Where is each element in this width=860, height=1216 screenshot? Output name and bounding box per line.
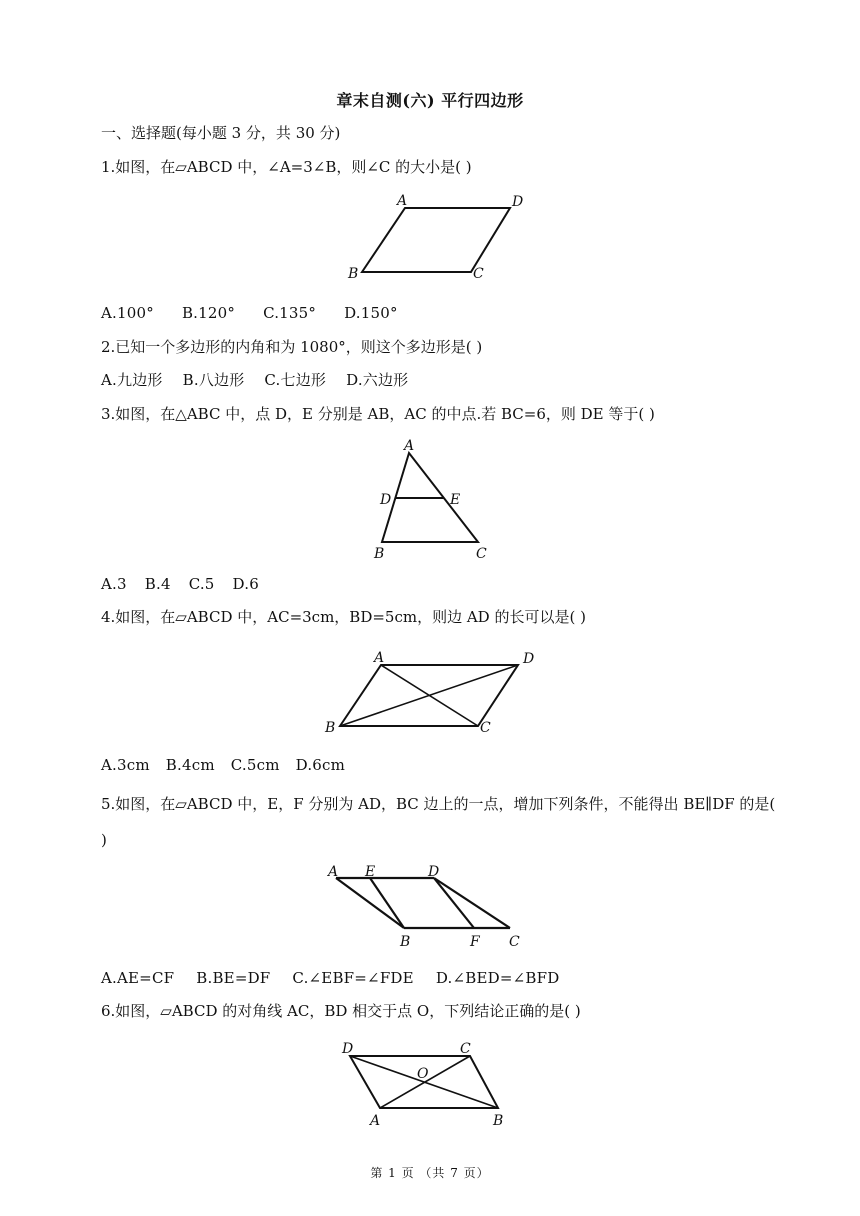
question-2-options: [101, 369, 428, 391]
option-a: A.3cm: [101, 756, 150, 774]
label-c: C: [476, 546, 487, 562]
question-5-figure: [322, 860, 532, 952]
label-b: B: [493, 1113, 504, 1129]
label-a: A: [397, 193, 408, 209]
option-a: A.3: [101, 575, 127, 593]
label-d: D: [342, 1041, 354, 1057]
label-b: B: [374, 546, 385, 562]
question-1-stem: 1.如图，在▱ABCD 中，∠A=3∠B，则∠C 的大小是( ): [101, 158, 472, 176]
question-2-stem: 2.已知一个多边形的内角和为 1080°，则这个多边形是( ): [101, 338, 483, 356]
option-b: B.120°: [181, 304, 236, 322]
page-footer: 第 1 页 （共 7 页）: [370, 1166, 490, 1180]
label-b: B: [325, 720, 336, 736]
label-e: E: [450, 492, 461, 508]
question-4-options: [101, 754, 365, 776]
label-b: B: [348, 266, 359, 282]
label-c: C: [480, 720, 491, 736]
label-b: B: [400, 934, 411, 950]
label-o: O: [417, 1066, 429, 1082]
question-1-figure: [340, 190, 540, 285]
label-a: A: [374, 650, 385, 666]
option-d: D.6cm: [295, 756, 346, 774]
question-3-stem: 3.如图，在△ABC 中，点 D，E 分别是 AB，AC 的中点.若 BC=6，则 DE 等于( ): [101, 405, 655, 423]
option-b: B.4cm: [165, 756, 215, 774]
question-1-options: [101, 302, 426, 324]
option-d: D.6: [232, 575, 259, 593]
label-c: C: [473, 266, 484, 282]
diagonal-bd: [340, 665, 518, 726]
option-a: A.AE=CF: [101, 969, 175, 987]
parallelogram-abcd: [362, 208, 510, 272]
label-a: A: [370, 1113, 381, 1129]
question-5-options: [101, 967, 579, 989]
label-d: D: [523, 651, 535, 667]
option-b: B.八边形: [182, 371, 245, 389]
option-c: C.七边形: [264, 371, 327, 389]
label-c: C: [509, 934, 520, 950]
option-b: B.4: [144, 575, 171, 593]
section-heading: 一、选择题(每小题 3 分，共 30 分): [101, 124, 341, 142]
option-a: A.100°: [101, 304, 154, 322]
label-a: A: [404, 438, 415, 454]
question-4-stem: 4.如图，在▱ABCD 中，AC=3cm，BD=5cm，则边 AD 的长可以是( ): [101, 608, 586, 626]
question-5-stem: 5.如图，在▱ABCD 中，E，F 分别为 AD，BC 边上的一点，增加下列条件，不能得出 BE∥DF 的是( ): [101, 795, 776, 849]
label-c: C: [460, 1041, 471, 1057]
option-c: C.135°: [263, 304, 317, 322]
segment-df: [434, 878, 474, 928]
label-f: F: [470, 934, 480, 950]
side-dc: [434, 878, 510, 928]
option-d: D.150°: [344, 304, 398, 322]
question-4-figure: [318, 646, 548, 742]
page-title: 章末自测(六) 平行四边形: [336, 91, 524, 110]
diagonal-ca: [380, 1056, 470, 1108]
question-3-options: [101, 573, 279, 595]
question-3-figure: [360, 436, 500, 564]
option-c: C.∠EBF=∠FDE: [292, 969, 414, 987]
option-d: D.∠BED=∠BFD: [435, 969, 560, 987]
option-a: A.九边形: [101, 371, 163, 389]
label-d: D: [512, 194, 524, 210]
side-ab: [336, 878, 404, 928]
question-6-stem: 6.如图，▱ABCD 的对角线 AC，BD 相交于点 O，下列结论正确的是( ): [101, 1002, 581, 1020]
label-e: E: [365, 864, 376, 880]
label-d: D: [380, 492, 392, 508]
label-a: A: [328, 864, 339, 880]
option-b: B.BE=DF: [196, 969, 271, 987]
question-6-figure: [330, 1038, 520, 1130]
label-d: D: [428, 864, 440, 880]
option-c: C.5: [188, 575, 215, 593]
option-d: D.六边形: [346, 371, 409, 389]
option-c: C.5cm: [230, 756, 280, 774]
segment-be: [370, 878, 404, 928]
